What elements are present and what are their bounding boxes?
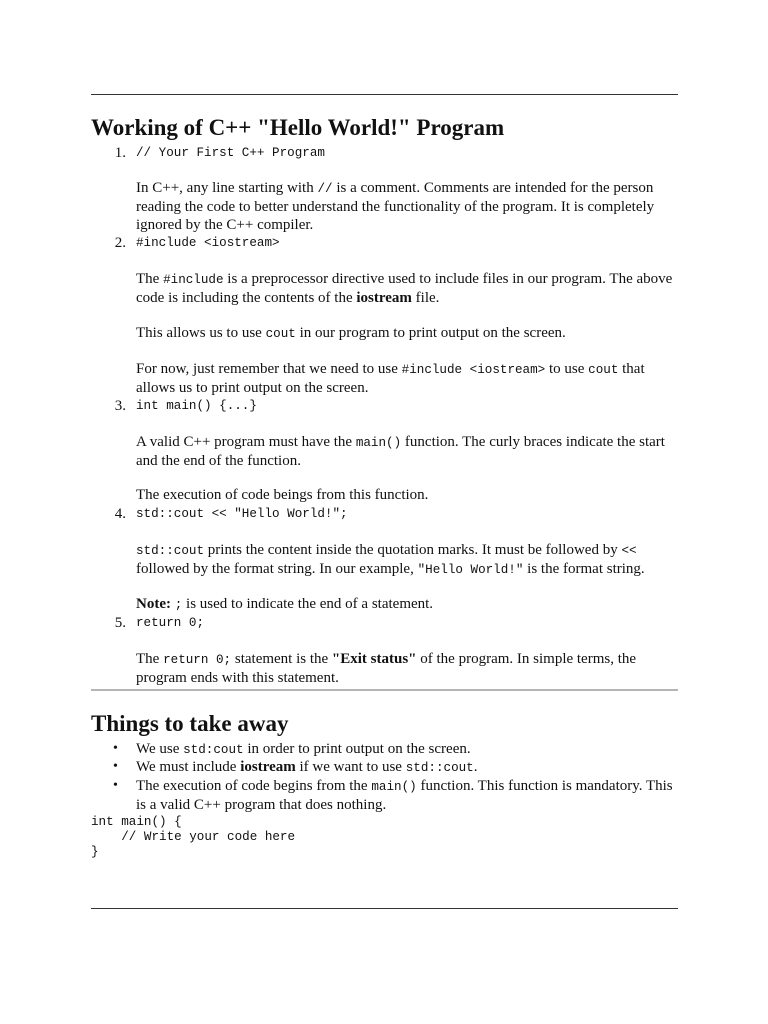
item-description: std::cout prints the content inside the quotation marks. It must be followed by << followed by the format string. In our example, "Hello World!" is the format string. — [136, 542, 645, 577]
code-block: int main() { // Write your code here } — [91, 815, 296, 859]
bullet-glyph: • — [113, 778, 118, 793]
list-number: 1. — [114, 145, 126, 161]
list-number: 3. — [114, 398, 126, 414]
item-description: For now, just remember that we need to use #include <iostream> to use cout that allows us to print output on the screen. — [136, 361, 645, 396]
section-divider — [91, 689, 678, 691]
item-description: The execution of code beings from this function. — [136, 487, 429, 503]
item-description: This allows us to use cout in our program to print output on the screen. — [136, 325, 566, 341]
code-snippet: int main() {...} — [136, 399, 257, 413]
item-description: Note: ; is used to indicate the end of a statement. — [136, 596, 434, 612]
bullet-text: We use std:cout in order to print output on the screen. — [136, 741, 471, 757]
item-description: In C++, any line starting with // is a comment. Comments are intended for the person reading the code to better understand the functionality of the program. It is completely ignored by the C++ compiler. — [136, 180, 655, 233]
section-title-takeaway: Things to take away — [91, 711, 289, 736]
list-number: 2. — [114, 235, 126, 251]
item-description: The return 0; statement is the "Exit status" of the program. In simple terms, the program ends with this statement. — [136, 651, 637, 686]
bullet-text: We must include iostream if we want to use std::cout. — [136, 759, 478, 775]
code-snippet: #include <iostream> — [136, 236, 280, 250]
section-title-working: Working of C++ "Hello World!" Program — [91, 115, 505, 140]
bullet-glyph: • — [113, 741, 118, 756]
code-snippet: return 0; — [136, 616, 205, 630]
bullet-text: The execution of code begins from the main() function. This function is mandatory. This is a valid C++ program that does nothing. — [136, 778, 673, 813]
list-number: 4. — [114, 506, 126, 522]
code-snippet: // Your First C++ Program — [136, 146, 325, 160]
list-number: 5. — [114, 615, 126, 631]
item-description: The #include is a preprocessor directive used to include files in our program. The above code is including the contents of the iostream file. — [136, 271, 673, 306]
bottom-rule — [91, 908, 678, 909]
code-snippet: std::cout << "Hello World!"; — [136, 507, 348, 521]
bullet-glyph: • — [113, 759, 118, 774]
top-rule — [91, 94, 678, 95]
item-description: A valid C++ program must have the main() function. The curly braces indicate the start and the end of the function. — [136, 434, 665, 469]
